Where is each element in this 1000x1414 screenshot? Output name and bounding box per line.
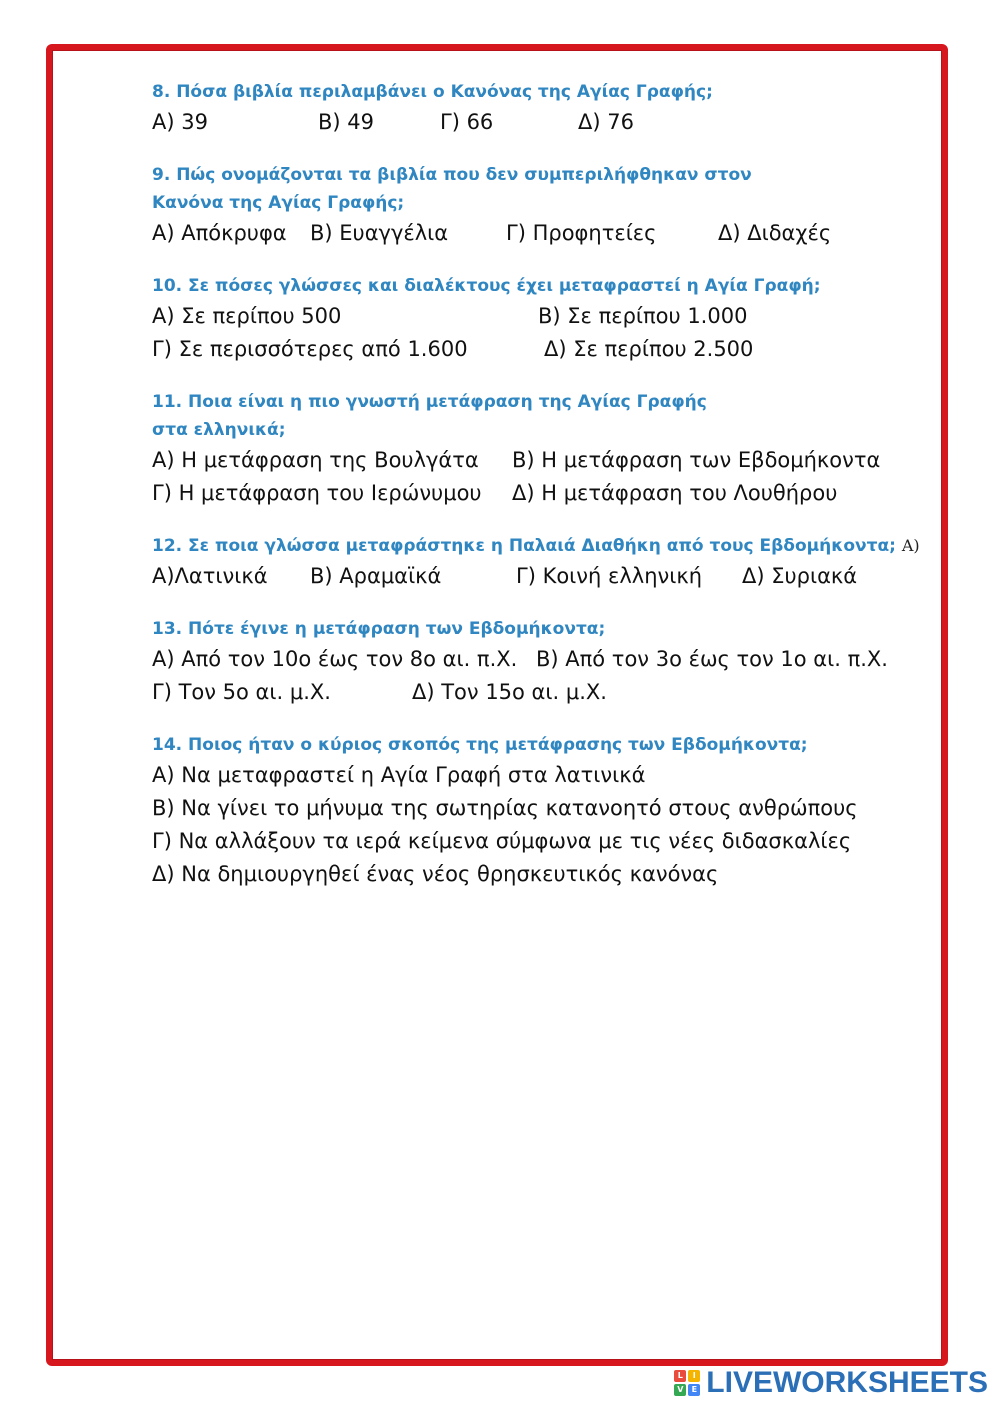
option-a[interactable]: Α) Η μετάφραση της Βουλγάτα (152, 448, 479, 472)
worksheet-content (152, 78, 942, 913)
option-b[interactable]: Β) 49 (318, 110, 374, 134)
option-c[interactable]: Γ) Προφητείες (506, 221, 657, 245)
question-text-line2: Κανόνα της Αγίας Γραφής; (152, 193, 405, 213)
question-text-tail: Α) (901, 536, 920, 555)
question-13 (152, 615, 942, 709)
option-b[interactable]: Β) Η μετάφραση των Εβδομήκοντα (512, 448, 881, 472)
option-b[interactable]: Β) Να γίνει το μήνυμα της σωτηρίας κατανοητό στους ανθρώπους (152, 796, 858, 820)
option-d[interactable]: Δ) Τον 15ο αι. μ.Χ. (412, 680, 607, 704)
option-d[interactable]: Δ) Η μετάφραση του Λουθήρου (512, 481, 838, 505)
option-c[interactable]: Γ) Κοινή ελληνική (516, 564, 703, 588)
liveworksheets-footer (674, 1366, 988, 1400)
option-c[interactable]: Γ) Να αλλάξουν τα ιερά κείμενα σύμφωνα με τις νέες διδασκαλίες (152, 829, 852, 853)
question-text-line2: στα ελληνικά; (152, 420, 286, 440)
option-a[interactable]: Α) 39 (152, 110, 208, 134)
option-b[interactable]: Β) Ευαγγέλια (310, 221, 449, 245)
question-text: 10. Σε πόσες γλώσσες και διαλέκτους έχει μεταφραστεί η Αγία Γραφή; (152, 276, 821, 296)
question-9 (152, 161, 942, 250)
option-d[interactable]: Δ) 76 (578, 110, 634, 134)
option-a[interactable]: Α)Λατινικά (152, 564, 268, 588)
option-b[interactable]: Β) Αραμαϊκά (310, 564, 442, 588)
option-a[interactable]: Α) Απόκρυφα (152, 221, 287, 245)
question-text: 13. Πότε έγινε η μετάφραση των Εβδομήκοντα; (152, 619, 606, 639)
option-c[interactable]: Γ) Η μετάφραση του Ιερώνυμου (152, 481, 482, 505)
question-text (152, 532, 942, 560)
question-text-line1: 9. Πώς ονομάζονται τα βιβλία που δεν συμπεριλήφθηκαν στον (152, 165, 752, 185)
option-a[interactable]: Α) Από τον 10ο έως τον 8ο αι. π.Χ. (152, 647, 518, 671)
option-a[interactable]: Α) Να μεταφραστεί η Αγία Γραφή στα λατινικά (152, 763, 646, 787)
option-d[interactable]: Δ) Διδαχές (718, 221, 832, 245)
question-14 (152, 731, 942, 891)
option-c[interactable]: Γ) Τον 5ο αι. μ.Χ. (152, 680, 331, 704)
option-b[interactable]: Β) Σε περίπου 1.000 (538, 304, 748, 328)
option-d[interactable]: Δ) Να δημιουργηθεί ένας νέος θρησκευτικός κανόνας (152, 862, 719, 886)
question-12 (152, 532, 942, 593)
option-c[interactable]: Γ) Σε περισσότερες από 1.600 (152, 337, 468, 361)
question-text: 14. Ποιος ήταν ο κύριος σκοπός της μετάφρασης των Εβδομήκοντα; (152, 735, 808, 755)
question-text-main: 12. Σε ποια γλώσσα μεταφράστηκε η Παλαιά Διαθήκη από τους Εβδομήκοντα; (152, 536, 896, 556)
liveworksheets-logo-icon: L I V E (674, 1370, 700, 1396)
question-11 (152, 388, 942, 510)
question-text-line1: 11. Ποια είναι η πιο γνωστή μετάφραση της Αγίας Γραφής (152, 392, 707, 412)
brand-name: LIVEWORKSHEETS (706, 1366, 988, 1399)
question-10 (152, 272, 942, 366)
option-d[interactable]: Δ) Σε περίπου 2.500 (544, 337, 754, 361)
option-a[interactable]: Α) Σε περίπου 500 (152, 304, 342, 328)
question-text: 8. Πόσα βιβλία περιλαμβάνει ο Κανόνας της Αγίας Γραφής; (152, 82, 713, 102)
option-c[interactable]: Γ) 66 (440, 110, 494, 134)
option-b[interactable]: Β) Από τον 3ο έως τον 1ο αι. π.Χ. (536, 647, 888, 671)
question-8 (152, 78, 942, 139)
option-d[interactable]: Δ) Συριακά (742, 564, 858, 588)
